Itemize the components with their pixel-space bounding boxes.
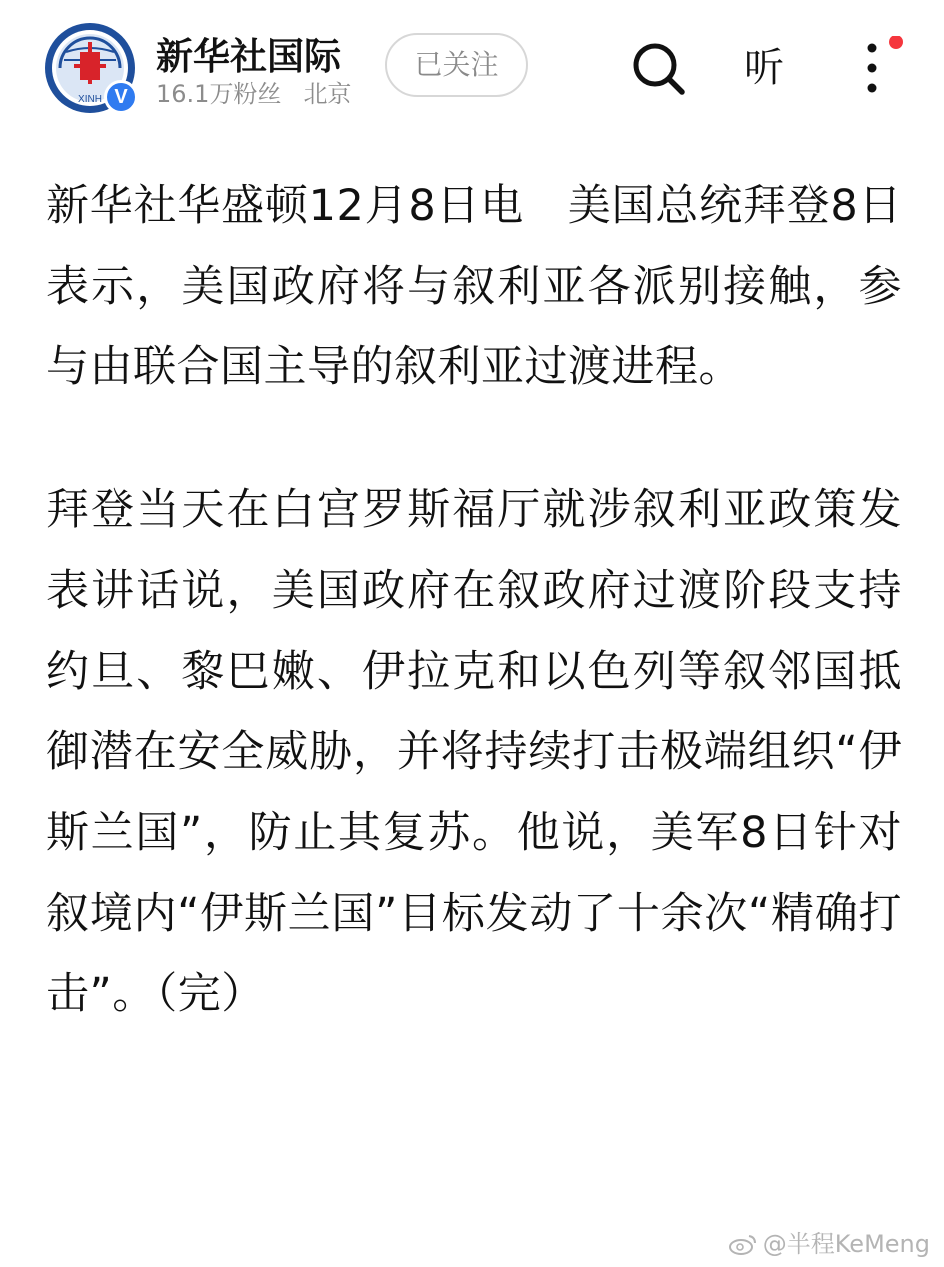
article-paragraph-2: 拜登当天在白宫罗斯福厅就涉叙利亚政策发表讲话说，美国政府在叙政府过渡阶段支持约旦、黎巴嫩、伊拉克和以色列等叙邻国抵御潜在安全威胁，并将持续打击极端组织“伊斯兰国”，防止其复苏。他说，美军8日针对叙境内“伊斯兰国”目标发动了十余次“精确打击”。（完）: [46, 485, 902, 1020]
follower-count: 16.1万粉丝: [156, 80, 282, 108]
article-body: [46, 166, 902, 1035]
watermark: [729, 1224, 930, 1259]
weibo-logo-icon: [729, 1233, 757, 1255]
search-icon[interactable]: [628, 38, 688, 98]
watermark-text: @半程KeMeng: [762, 1230, 930, 1258]
following-button[interactable]: 已关注: [385, 33, 528, 97]
svg-text:XINH: XINH: [78, 94, 102, 105]
notification-dot-icon: [889, 36, 903, 49]
account-header: [0, 0, 944, 140]
article-paragraph-1: 新华社华盛顿12月8日电 美国总统拜登8日表示，美国政府将与叙利亚各派别接触，参与由联合国主导的叙利亚过渡进程。: [46, 181, 902, 393]
listen-button[interactable]: 听: [744, 45, 784, 91]
account-meta: [156, 74, 351, 109]
account-location: 北京: [303, 80, 352, 108]
verified-badge-icon: V: [104, 80, 138, 114]
account-name[interactable]: 新华社国际: [156, 35, 341, 78]
more-vertical-icon[interactable]: [856, 36, 908, 100]
